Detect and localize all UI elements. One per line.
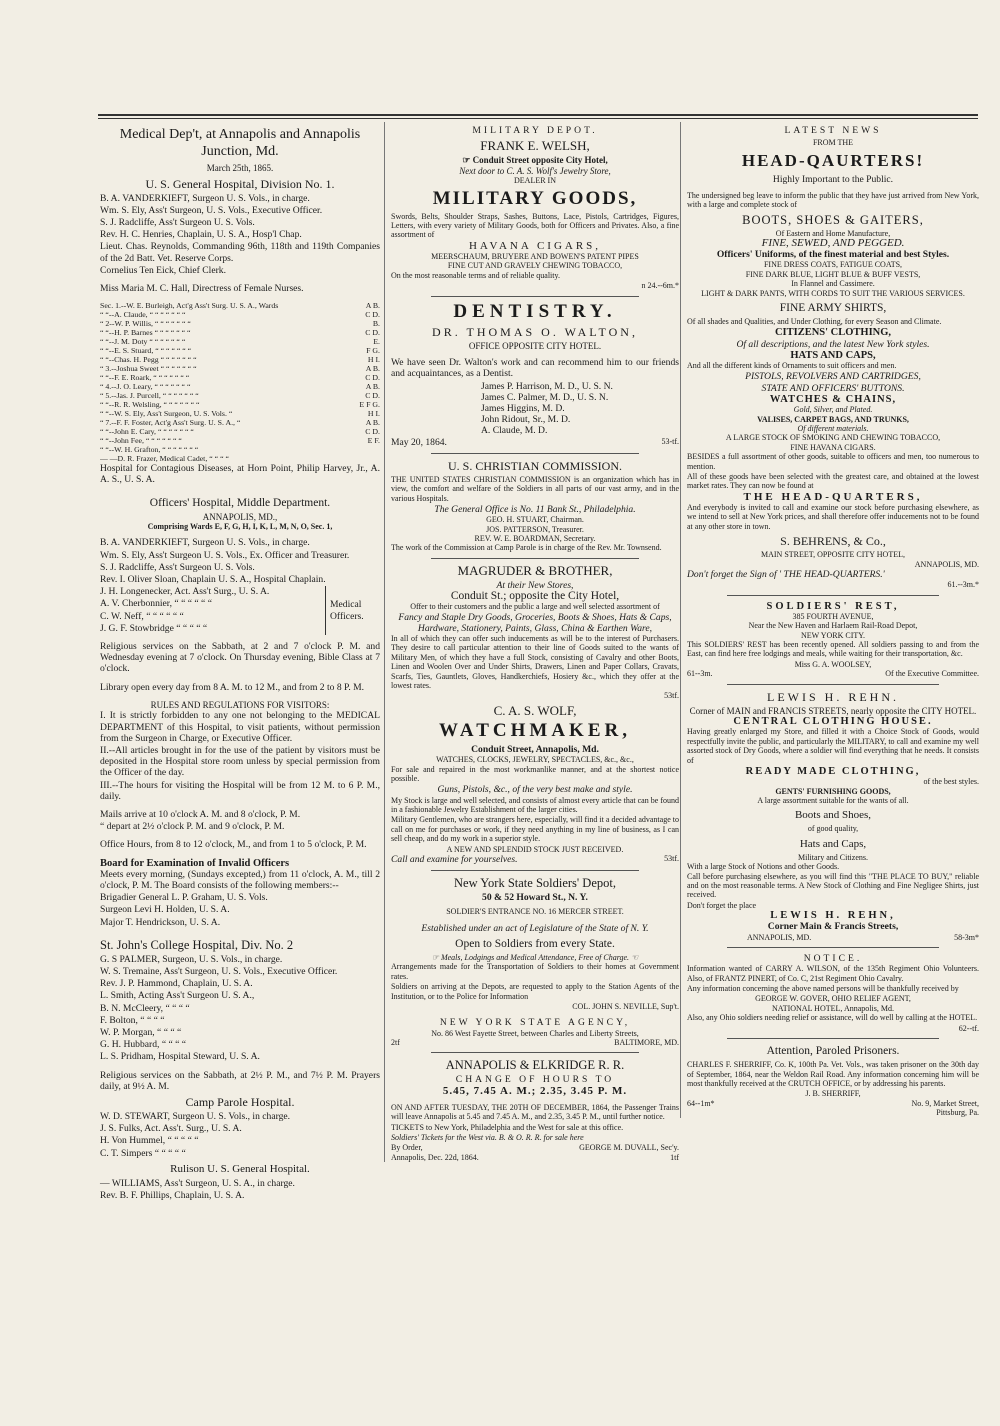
staff-line: B. A. VANDERKIEFT, Surgeon U. S. Vols., in charge. — [100, 192, 310, 204]
railroad-footer — [391, 1153, 679, 1162]
wolf-call: Call and examine for yourselves. — [391, 853, 518, 865]
religious-services-2: Religious services on the Sabbath, at 2½ P. M., and 7½ P. M. Prayers daily, at 9½ A. M. — [100, 1069, 380, 1092]
all-goods: All of these goods have been selected with the greatest care, and obtained at the lowest market rates. They can now be found at — [687, 471, 979, 491]
commission-officer: GEO. H. STUART, Chairman. — [486, 515, 584, 525]
buttons: STATE AND OFFICERS' BUTTONS. — [761, 382, 905, 394]
rulison-heading: Rulison U. S. General Hospital. — [170, 1162, 310, 1175]
officer-line: J. H. Longenecker, Act. Ass't Surg., U. S. A. — [100, 586, 270, 598]
flannel: In Flannel and Cassimere. — [791, 279, 875, 289]
dentist-footer — [391, 437, 679, 448]
reference: James Higgins, M. D. — [481, 402, 565, 414]
column-advertisements-right — [680, 122, 979, 1118]
rules-heading: RULES AND REGULATIONS FOR VISITORS: — [150, 699, 330, 710]
ward-row: “ 7.--F. F. Foster, Act'g Ass't Surg. U. S. A., “ A B. — [100, 418, 380, 428]
attention-text: CHARLES F. SHERRIFF, Co. K, 100th Pa. Vet. Vols., was taken prisoner on the 30th day of September, 1864, near the Weldon Rail Road. Any information concerning him will be most thankfully received at the CRUTCH OFFICE, or by addressing his parents. — [687, 1060, 979, 1088]
mails-arrive: Mails arrive at 10 o'clock A. M. and 8 o'clock, P. M. — [100, 809, 301, 820]
ward-row: “ “--W. H. Grafton, “ “ “ “ “ “ “ — [100, 445, 199, 455]
nys-agency-address: No. 86 West Fayette Street, between Charles and Liberty Streets, — [431, 1028, 639, 1038]
commission-text: THE UNITED STATES CHRISTIAN COMMISSION is an organization which has in view, the comfort and welfare of the Soldiers in all parts of our vast army, and in the various Hospitals. — [391, 474, 679, 503]
railroad-tickets: TICKETS to New York, Philadelphia and the West for sale at this office. — [391, 1122, 624, 1132]
ward-row: “ “--W. S. Ely, Ass't Surgeon, U. S. Vols. “ H I. — [100, 409, 380, 419]
behrens-address: MAIN STREET, OPPOSITE CITY HOTEL, — [761, 550, 905, 560]
notions: With a large Stock of Notions and other Goods. — [687, 862, 840, 872]
headquarters-sign: Don't forget the Sign of ' THE HEAD-QUARTERS.' — [687, 568, 885, 580]
nys-agency-footer — [391, 1038, 679, 1047]
welsh-terms: On the most reasonable terms and of reliable quality. — [391, 270, 560, 280]
dentist-office: OFFICE OPPOSITE CITY HOTEL. — [468, 340, 602, 351]
wolf-text-2: Military Gentlemen, who are strangers here, especially, will find it a decided advantage to call on me for purchases or work, if they need anything in my line of business, as I can sell cheap, and do my work in a superior style. — [391, 815, 679, 844]
gold-silver: Gold, Silver, and Plated. — [793, 405, 873, 415]
military-depot-heading: MILITARY DEPOT. — [472, 125, 598, 136]
nurses-line: Miss Maria M. C. Hall, Directress of Female Nurses. — [100, 282, 304, 294]
goods-description: Swords, Belts, Shoulder Straps, Sashes, Buttons, Lace, Pistols, Cartridges, Figures, Letters, with every variety of Military Goods, both for Officers and Privates. Also, a fine assortment of — [391, 211, 679, 240]
medical-officers-label: Medical Officers. — [325, 586, 380, 635]
contagious-hospital: Hospital for Contagious Diseases, at Horn Point, Philip Harvey, Jr., A. A. S., U. S. A. — [100, 463, 380, 486]
notice-signature: GEORGE W. GOVER, OHIO RELIEF AGENT, — [755, 994, 911, 1004]
staff-line: Lieut. Chas. Reynolds, Commanding 96th, 118th and 119th Companies of the 2d Batt. Vet. Reserve Corps. — [100, 241, 380, 264]
staff-line: B. A. VANDERKIEFT, Surgeon U. S. Vols., in charge. — [100, 537, 310, 549]
army-shirts: FINE ARMY SHIRTS, — [779, 302, 887, 315]
cch-text: Having greatly enlarged my Store, and filled it with a Choice Stock of Goods, would respectfully invite the public, and particularly the MILITARY, to call and examine my well assorted stock of Dry Goods, where a soldier will find everything that he needs. It consists of — [687, 727, 979, 765]
ward-row: “ “--John Fee, “ “ “ “ “ “ “ E F. — [100, 436, 380, 446]
staff-line: Wm. S. Ely, Ass't Surgeon, U. S. Vols., Executive Officer. — [100, 204, 323, 216]
commission-office: The General Office is No. 11 Bank St., Philadelphia. — [434, 504, 636, 515]
divider — [727, 595, 939, 596]
railroad-soldiers: Soldiers' Tickets for the West via. B. & O. R. R. for sale here — [391, 1133, 584, 1143]
staff-line: Rev. J. P. Hammond, Chaplain, U. S. A. — [100, 978, 253, 990]
board-text: Meets every morning, (Sundays excepted,) from 11 o'clock, A. M., till 2 o'clock, P. M. The Board consists of the following members:-- — [100, 868, 380, 892]
staff-line: Rev. H. C. Henries, Chaplain, U. S. A., Hosp'l Chap. — [100, 229, 302, 241]
mails-depart: “ depart at 2½ o'clock P. M. and 9 o'clock, P. M. — [100, 821, 285, 833]
wolf-guns: Guns, Pistols, &c., of the very best make and style. — [437, 784, 633, 796]
railroad-heading: ANNAPOLIS & ELKRIDGE R. R. — [445, 1058, 625, 1073]
welsh-next-door: Next door to C. A. S. Wolf's Jewelry Store, — [459, 165, 611, 176]
havana-cigars: HAVANA CIGARS, — [468, 239, 602, 252]
ward-row: “ 5.--Jas. J. Purcell, “ “ “ “ “ “ “ C D. — [100, 391, 380, 401]
camp-parole-heading: Camp Parole Hospital. — [185, 1095, 295, 1110]
magruder-code: 53tf. — [664, 691, 679, 701]
valises: VALISES, CARPET BAGS, AND TRUNKS, — [757, 414, 909, 424]
divider — [431, 558, 639, 559]
behrens-city: ANNAPOLIS, MD. — [914, 559, 979, 569]
rest-signature: Miss G. A. WOOLSEY, — [794, 659, 872, 669]
notice-code: 62--tf. — [958, 1023, 979, 1033]
notice-heading: NOTICE. — [803, 953, 863, 965]
railroad-date: Annapolis, Dec. 22d, 1864. — [391, 1152, 479, 1162]
reference: John Ridout, Sr., M. D. — [481, 414, 571, 426]
staff-line: L. S. Pridham, Hospital Steward, U. S. A. — [100, 1051, 260, 1063]
rest-address: 385 FOURTH AVENUE, — [792, 611, 874, 621]
christian-commission-heading: U. S. CHRISTIAN COMMISSION. — [447, 458, 623, 473]
nys-depot-address: 50 & 52 Howard St., N. Y. — [482, 892, 588, 904]
rehn-corner: Corner of MAIN and FRANCIS STREETS, nearly opposite the CITY HOTEL. — [689, 705, 977, 716]
magruder-address: Conduit St.; opposite the City Hotel, — [450, 590, 620, 603]
gents-furnishing: GENTS' FURNISHING GOODS, — [775, 786, 891, 796]
nys-text: Arrangements made for the Transportation of Soldiers to their homes at Government rates. — [391, 962, 679, 981]
citizens-desc: Of all descriptions, and the latest New York styles. — [736, 338, 930, 350]
railroad-times: 5.45, 7.45 A. M.; 2.35, 3.45 P. M. — [442, 1084, 628, 1097]
board-member: Surgeon Levi H. Holden, U. S. A. — [100, 904, 230, 916]
rest-code: 61--3m. — [687, 669, 713, 679]
railroad-signature: GEORGE M. DUVALL, Sec'y. — [579, 1143, 679, 1153]
staff-line: H. Von Hummel, “ “ “ “ “ — [100, 1135, 199, 1147]
invitation: And everybody is invited to call and examine our stock before purchasing elsewhere, as we intend to sell at New York prices, and shall therefore offer inducements not to be found at any other store in town. — [687, 502, 979, 531]
divider — [727, 1038, 939, 1039]
staff-line: S. J. Radcliffe, Ass't Surgeon U. S. Vols. — [100, 561, 255, 573]
rest-city: NEW YORK CITY. — [800, 630, 866, 640]
staff-line: W. S. Tremaine, Ass't Surgeon, U. S. Vols., Executive Officer. — [100, 966, 338, 978]
wolf-address: Conduit Street, Annapolis, Md. — [471, 743, 599, 755]
staff-line: G. S PALMER, Surgeon, U. S. Vols., in charge. — [100, 953, 283, 965]
dentist-name: DR. THOMAS O. WALTON, — [432, 324, 638, 339]
magruder-sub: At their New Stores, — [496, 579, 574, 591]
nys-depot-heading: New York State Soldiers' Depot, — [454, 876, 616, 891]
welsh-name: FRANK E. WELSH, — [480, 138, 590, 154]
boots-and-shoes: Boots and Shoes, — [794, 809, 872, 822]
notice-text-3: Also, any Ohio soldiers needing relief or assistance, will do well by calling at the HOTEL. — [687, 1013, 978, 1023]
staff-line: W. D. STEWART, Surgeon U. S. Vols., in charge. — [100, 1111, 291, 1123]
commission-work: The work of the Commission at Camp Parole is in charge of the Rev. Mr. Townsend. — [391, 543, 662, 553]
eastern-manufacture: Of Eastern and Home Manufacture, — [775, 228, 891, 238]
watchmaker: WATCHMAKER, — [439, 719, 631, 741]
wolf-new-stock: A NEW AND SPLENDID STOCK JUST RECEIVED. — [446, 844, 624, 854]
library-hours: Library open every day from 8 A. M. to 12 M., and from 2 to 8 P. M. — [100, 681, 365, 693]
havana-cigars-2: FINE HAVANA CIGARS. — [790, 442, 876, 452]
staff-line: S. J. Radcliffe, Ass't Surgeon U. S. Vols. — [100, 216, 255, 228]
officers-hospital-location: ANNAPOLIS, MD., — [202, 511, 278, 522]
railroad-change: CHANGE OF HOURS TO — [455, 1074, 615, 1086]
wolf-heading: C. A. S. WOLF, — [493, 702, 577, 718]
railroad-order — [391, 1143, 679, 1152]
commission-officer: REV. W. E. BOARDMAN, Secretary. — [474, 534, 596, 544]
staff-line: C. T. Simpers “ “ “ “ “ — [100, 1147, 186, 1159]
attention-code: 64--1m* — [687, 1098, 715, 1108]
divider — [431, 453, 639, 454]
ward-row: “ “--J. M. Doty “ “ “ “ “ “ “ E. — [100, 337, 380, 347]
call-before: Call before purchasing elsewhere, as you will find this "THE PLACE TO BUY," reliable and on the most reasonable terms. A New Stock of Clothing and Fine Negligee Shirts, just received. — [687, 871, 979, 900]
magruder-goods: Fancy and Staple Dry Goods, Groceries, Boots & Shoes, Hats & Caps, Hardware, Stationery, Paints, Glass, China & Earthen Ware, — [398, 611, 672, 634]
ward-row: “ “--F. E. Roark, “ “ “ “ “ “ “ C D. — [100, 373, 380, 383]
dont-forget: Don't forget the place — [687, 900, 757, 910]
nys-colonel: COL. JOHN S. NEVILLE, Sup't. — [572, 1002, 679, 1011]
attention-signature: J. B. SHERRIFF, — [805, 1089, 861, 1099]
medical-officers-block — [100, 586, 380, 635]
nys-established: Established under an act of Legislature of the State of N. Y. — [421, 922, 649, 934]
staff-line: G. H. Hubbard, “ “ “ “ — [100, 1039, 187, 1051]
boots-shoes: BOOTS, SHOES & GAITERS, — [742, 212, 924, 227]
ward-row: Sec. 1.--W. E. Burleigh, Act'g Ass't Surg. U. S. A., Wards A B. — [100, 301, 380, 311]
column-advertisements-center — [384, 122, 679, 1162]
rule-item: II.--All articles brought in for the use of the patient by visitors must be deposited in the Hospital store room unless by special permission from the Officer of the day. — [100, 744, 380, 779]
watches-chains: WATCHES & CHAINS, — [769, 393, 897, 405]
ward-row: “ “--R. R. Welsling, “ “ “ “ “ “ “ E F G. — [100, 400, 380, 410]
chewing-tobacco: FINE CUT AND GRAVELY CHEWING TOBACCO, — [447, 261, 623, 271]
dentist-date: May 20, 1864. — [391, 436, 447, 448]
notice-address: NATIONAL HOTEL, Annapolis, Md. — [772, 1003, 894, 1013]
pipes: MEERSCHAUM, BRUYERE AND BOWEN'S PATENT PIPES — [431, 252, 639, 262]
headquarters-2: THE HEAD-QUARTERS, — [743, 490, 923, 503]
dentist-references — [391, 381, 679, 437]
divider — [431, 870, 639, 871]
staff-line: Cornelius Ten Eick, Chief Clerk. — [100, 264, 226, 276]
rule-item: III.--The hours for visiting the Hospital will be from 12 M. to 6 P. M., daily. — [100, 779, 380, 802]
nys-open: Open to Soldiers from every State. — [455, 937, 615, 950]
latest-news-heading: LATEST NEWS — [784, 125, 882, 136]
railroad-text: ON AND AFTER TUESDAY, THE 20TH OF DECEMBER, 1864, the Passenger Trains will leave Annapolis at 5.45 and 7.45 A. M., and 2.35, 3.45 P. M., until further notice. — [391, 1102, 679, 1122]
welsh-address: ☞ Conduit Street opposite City Hotel, — [462, 155, 608, 166]
medical-dept-title: Medical Dep't, at Annapolis and Annapolis Junction, Md. — [119, 127, 361, 159]
officer-line: C. W. Neff, “ “ “ “ “ “ — [100, 610, 184, 622]
medical-dept-date: March 25th, 1865. — [206, 163, 274, 173]
rehn-code: 58-3m* — [954, 932, 979, 942]
central-clothing-house: CENTRAL CLOTHING HOUSE. — [733, 716, 933, 728]
behrens-name: S. BEHRENS, & Co., — [780, 534, 886, 549]
dress-coats: FINE DRESS COATS, FATIGUE COATS, — [763, 260, 903, 270]
top-rule — [98, 114, 978, 119]
office-hours: Office Hours, from 8 to 12 o'clock, M., and from 1 to 5 o'clock, P. M. — [100, 839, 367, 851]
ward-row: “ “--Chas. H. Pegg “ “ “ “ “ “ “ H I. — [100, 355, 380, 365]
fine-sewed: FINE, SEWED, AND PEGGED. — [761, 237, 905, 250]
dentist-code: 53-tf. — [661, 436, 679, 446]
staff-line: Rev. B. F. Phillips, Chaplain, U. S. A. — [100, 1190, 245, 1202]
ward-list — [100, 301, 380, 463]
notice-text-2: Any information concerning the above named persons will be thankfully received by — [687, 984, 959, 994]
staff-line: Rev. I. Oliver Sloan, Chaplain U. S. A., Hospital Chaplain. — [100, 574, 326, 586]
ward-row: “ “--H. P. Barnes “ “ “ “ “ “ “ C D. — [100, 328, 380, 338]
behrens-code: 61.--3m.* — [947, 580, 979, 590]
dentistry-heading: DENTISTRY. — [453, 300, 617, 322]
nys-text-2: Soldiers on arriving at the Depots, are requested to apply to the Station Agents of the Institution, or to the Police for Information — [391, 982, 679, 1001]
st-johns-heading: St. John's College Hospital, Div. No. 2 — [100, 937, 294, 952]
rest-near: Near the New Haven and Harlaem Rail-Road Depot, — [748, 621, 918, 631]
divider — [727, 684, 939, 685]
staff-line: B. N. McCleery, “ “ “ “ — [100, 1002, 190, 1014]
rehn-corner-2: Corner Main & Francis Streets, — [767, 921, 899, 933]
soldiers-rest-heading: SOLDIERS' REST, — [766, 600, 900, 612]
ornaments: And all the different kinds of Ornaments to suit officers and men. — [687, 361, 897, 371]
ready-made-clothing: READY MADE CLOTHING, — [745, 765, 921, 777]
besides: BESIDES a full assortment of other goods, suitable to officers and men, too numerous to mention. — [687, 452, 979, 471]
rule-item: I. It is strictly forbidden to any one not belonging to the MEDICAL DEPARTMENT of this Hospital, to visit patients, without permission from the Surgeon in Charge, or Executive Officer. — [100, 710, 380, 744]
best-styles: of the best styles. — [923, 777, 979, 787]
divider — [431, 296, 639, 297]
military-goods: MILITARY GOODS, — [432, 187, 638, 209]
board-heading: Board for Examination of Invalid Officers — [100, 857, 290, 869]
staff-line: W. P. Morgan, “ “ “ “ — [100, 1027, 182, 1039]
divider — [727, 947, 939, 948]
headquarters-heading: HEAD-QAURTERS! — [741, 150, 925, 170]
materials: Of different materials. — [797, 423, 869, 433]
wolf-code: 53tf. — [664, 853, 679, 863]
officers-hospital-wards: Comprising Wards E, F, G, H, I, K, L, M, N, O, Sec. 1, — [147, 522, 333, 532]
officer-line: J. G. F. Stowbridge “ “ “ “ “ — [100, 622, 208, 634]
military-citizens: Military and Citizens. — [798, 852, 868, 862]
divider — [431, 1052, 639, 1053]
nys-agency-heading: NEW YORK STATE AGENCY, — [439, 1017, 631, 1029]
notice-text: Information wanted of CARRY A. WILSON, of the 135th Regiment Ohio Volunteers. Also, of FRANTZ PINERT, of Co. C, 21st Regiment Ohio Cavalry. — [687, 964, 979, 983]
attention-address: No. 9, Market Street, — [911, 1098, 979, 1108]
attention-footer — [687, 1099, 979, 1108]
staff-line: L. Smith, Acting Ass't Surgeon U. S. A., — [100, 990, 255, 1002]
welsh-code: n 24.--6m.* — [641, 281, 679, 291]
officer-line: A. V. Cherbonnier, “ “ “ “ “ “ — [100, 598, 212, 610]
magruder-heading: MAGRUDER & BROTHER, — [457, 562, 613, 578]
reference: James C. Palmer, M. D., U. S. N. — [481, 391, 609, 403]
ward-row: — —D. R. Frazer, Medical Cadet, “ “ “ “ — [100, 454, 229, 464]
rehn-name-2: LEWIS H. REHN, — [770, 910, 896, 922]
officers-uniforms: Officers' Uniforms, of the finest material and best Styles. — [716, 249, 950, 261]
staff-line: J. S. Fulks, Act. Ass't. Surg., U. S. A. — [100, 1123, 242, 1135]
wolf-items: WATCHES, CLOCKS, JEWELRY, SPECTACLES, &c., &c., — [436, 755, 634, 765]
rehn-footer — [687, 933, 979, 942]
column-medical-department — [100, 122, 380, 1202]
commission-officer: JOS. PATTERSON, Treasurer. — [486, 524, 584, 534]
board-member: Major T. Hendrickson, U. S. A. — [100, 916, 221, 928]
ward-row: “ “--A. Claude, “ “ “ “ “ “ “ C D. — [100, 310, 380, 320]
attention-heading: Attention, Paroled Prisoners. — [766, 1045, 900, 1058]
wolf-sale: For sale and repaired in the most workmanlike manner, and at the shortest notice possible. — [391, 764, 679, 783]
nys-entrance: SOLDIER'S ENTRANCE NO. 16 MERCER STREET. — [446, 907, 624, 917]
pants: LIGHT & DARK PANTS, WITH CORDS TO SUIT THE VARIOUS SERVICES. — [701, 288, 965, 298]
magruder-offer: Offer to their customers and the public a large and well selected assortment of — [410, 602, 660, 612]
ward-row: “ “--E. S. Stuard, “ “ “ “ “ “ “ F G. — [100, 346, 380, 356]
reference: A. Claude, M. D. — [481, 425, 548, 437]
highly-important: Highly Important to the Public. — [772, 173, 894, 185]
magruder-text: In all of which they can offer such inducements as will be to the interest of Purchasers. They desire to call particular attention to their line of Goods suited to the wants of Military Men, of which they have a full Stock, consisting of Cavalry and other Boots, Linen and Woolen Over and Under Shirts, Drawers, Linen and Paper Collars, Cravats, Scarfs, Ties, Gauntlets, Gloves, Handkerchiefs, Hosiery &c., which they offer at the lowest rates. — [391, 634, 679, 691]
nys-meals: ☞ Meals, Lodgings and Medical Attendance, Free of Charge. ☜ — [431, 952, 639, 962]
good-quality: of good quality, — [807, 824, 859, 834]
staff-line: Wm. S. Ely, Ass't Surgeon U. S. Vols., Ex. Officer and Treasurer. — [100, 549, 350, 561]
nys-agency-code: 2tf — [391, 1038, 400, 1048]
citizens-clothing: CITIZENS' CLOTHING, — [774, 327, 892, 339]
dealer-in: DEALER IN — [514, 176, 556, 186]
division-1-heading: U. S. General Hospital, Division No. 1. — [145, 176, 335, 191]
staff-line: F. Bolton, “ “ “ “ — [100, 1014, 165, 1026]
rest-text: This SOLDIERS' REST has been recently opened. All soldiers passing to and from the East, can find here free lodgings and meals, while waiting for their transportation, &c. — [687, 640, 979, 659]
shirts-shades: Of all shades and Qualities, and Under Clothing, for every Season and Climate. — [687, 317, 942, 327]
board-member: Brigadier General L. P. Graham, U. S. Vols. — [100, 892, 268, 904]
ward-row: “ 2--W. P. Willis, “ “ “ “ “ “ “ B. — [100, 319, 380, 329]
rest-footer — [687, 669, 979, 678]
religious-services: Religious services on the Sabbath, at 2 and 7 o'clock P. M. and Wednesday evening at 7 o'clock. On Thursday evening, Bible Class at 7 o'clock. — [100, 641, 380, 675]
reference: James P. Harrison, M. D., U. S. N. — [481, 380, 613, 392]
vests: FINE DARK BLUE, LIGHT BLUE & BUFF VESTS, — [745, 269, 921, 279]
wolf-text: My Stock is large and well selected, and consists of almost every article that can be found in a fashionable Jewelry Establishment of the larger cities. — [391, 795, 679, 814]
wolf-footer — [391, 854, 679, 865]
smoking-tobacco: A LARGE STOCK OF SMOKING AND CHEWING TOBACCO, — [725, 433, 941, 443]
hq-intro: The undersigned beg leave to inform the public that they have just arrived from New York, with a large and complete stock of — [687, 190, 979, 210]
ward-row: “ 4.--J. O. Leary, “ “ “ “ “ “ “ A B. — [100, 382, 380, 392]
railroad-by-order: By Order, — [391, 1143, 423, 1153]
rehn-heading: LEWIS H. REHN. — [767, 689, 899, 704]
large-assortment: A large assortment suitable for the wants of all. — [757, 795, 909, 805]
officers-hospital-heading: Officers' Hospital, Middle Department. — [149, 496, 331, 509]
pistols: PISTOLS, REVOLVERS AND CARTRIDGES, — [745, 371, 921, 383]
staff-line: — WILLIAMS, Ass't Surgeon, U. S. A., in charge. — [100, 1177, 295, 1189]
hats-and-caps: Hats and Caps, — [799, 837, 867, 850]
ward-row: “ “--John E. Cary, “ “ “ “ “ “ “ C D. — [100, 427, 380, 437]
railroad-code: 1tf — [670, 1152, 679, 1162]
ward-row: “ 3.--Joshua Sweet “ “ “ “ “ “ “ A B. — [100, 364, 380, 374]
rehn-city: ANNAPOLIS, MD. — [747, 932, 812, 942]
rest-committee: Of the Executive Committee. — [885, 669, 979, 679]
attention-city: Pittsburg, Pa. — [936, 1108, 979, 1118]
nys-agency-city: BALTIMORE, MD. — [614, 1038, 679, 1048]
from-the: FROM THE — [812, 138, 854, 148]
dentist-recommendation: We have seen Dr. Walton's work and can recommend him to our friends and acquaintances, as a Dentist. — [391, 357, 679, 380]
hats-caps: HATS AND CAPS, — [790, 349, 876, 361]
